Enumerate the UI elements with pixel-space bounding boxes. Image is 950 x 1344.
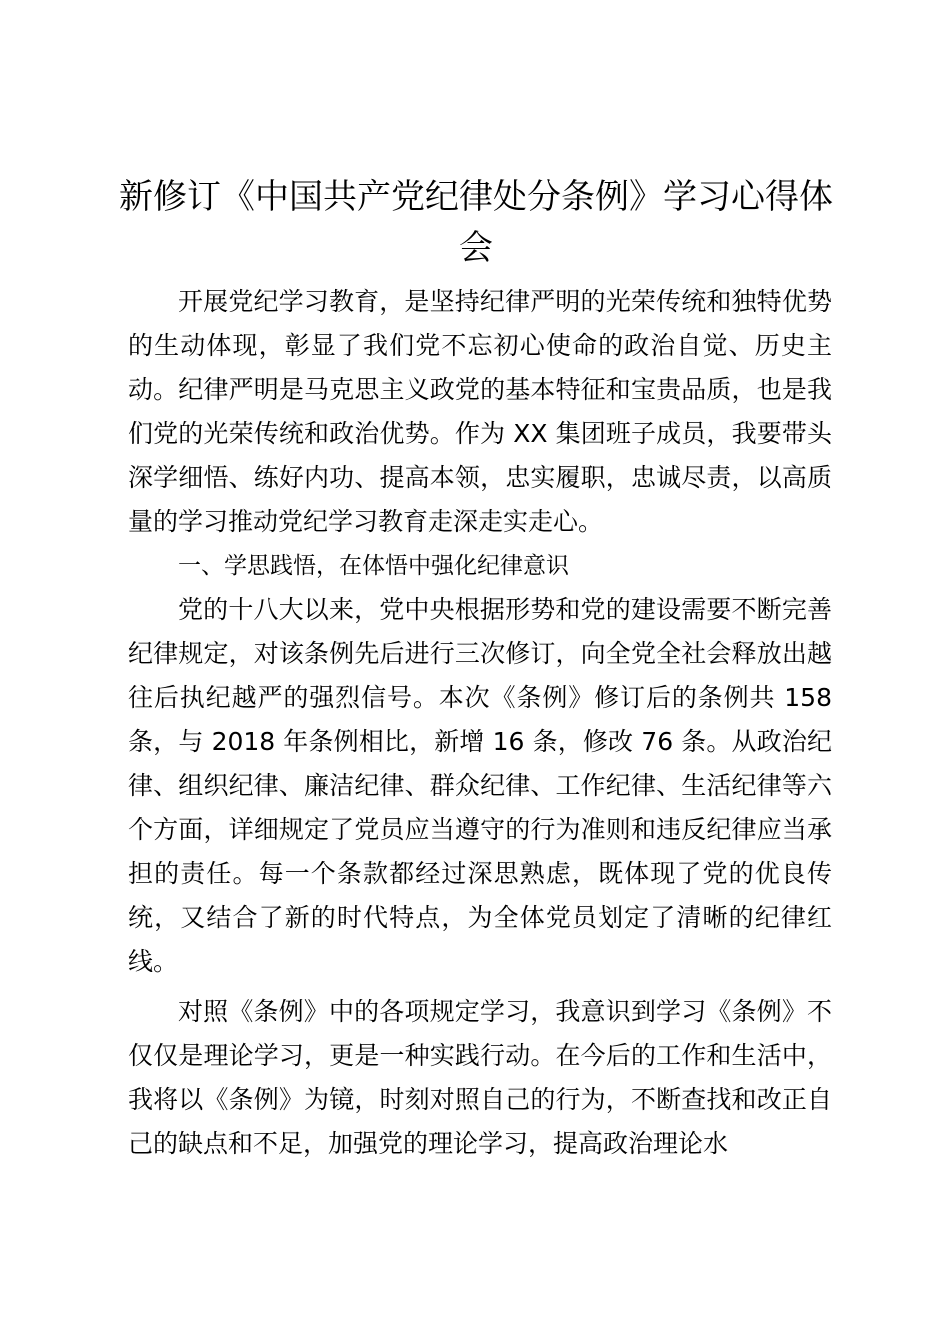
document-title: 新修订《中国共产党纪律处分条例》学习心得体会	[119, 177, 833, 268]
paragraph-regulations-history: 党的十八大以来，党中央根据形势和党的建设需要不断完善纪律规定，对该条例先后进行三次修订，向全党全社会释放出越往后执纪越严的强烈信号。本次《条例》修订后的条例共 158 条，与 2018 年条例相比，新增 16 条，修改 76 条。从政治纪律、组织纪律、廉洁纪律、群众纪律、工作纪律、生活纪律等六个方面，详细规定了党员应当遵守的行为准则和违反纪律应当承担的责任。每一个条款都经过深思熟虑，既体现了党的优良传统，又结合了新的时代特点，为全体党员划定了清晰的纪律红线。	[128, 595, 832, 976]
paragraph-intro: 开展党纪学习教育，是坚持纪律严明的光荣传统和独特优势的生动体现，彰显了我们党不忘初心使命的政治自觉、历史主动。纪律严明是马克思主义政党的基本特征和宝贵品质，也是我们党的光荣传统和政治优势。作为 XX 集团班子成员，我要带头深学细悟、练好内功、提高本领，忠实履职，忠诚尽责，以高质量的学习推动党纪学习教育走深走实走心。	[128, 287, 832, 536]
paragraph-reflection: 对照《条例》中的各项规定学习，我意识到学习《条例》不仅仅是理论学习，更是一种实践行动。在今后的工作和生活中，我将以《条例》为镜，时刻对照自己的行为，不断查找和改正自己的缺点和不足，加强党的理论学习，提高政治理论水	[128, 997, 832, 1158]
section-heading-1: 一、学思践悟，在体悟中强化纪律意识	[178, 553, 569, 579]
document-body	[128, 280, 832, 1166]
